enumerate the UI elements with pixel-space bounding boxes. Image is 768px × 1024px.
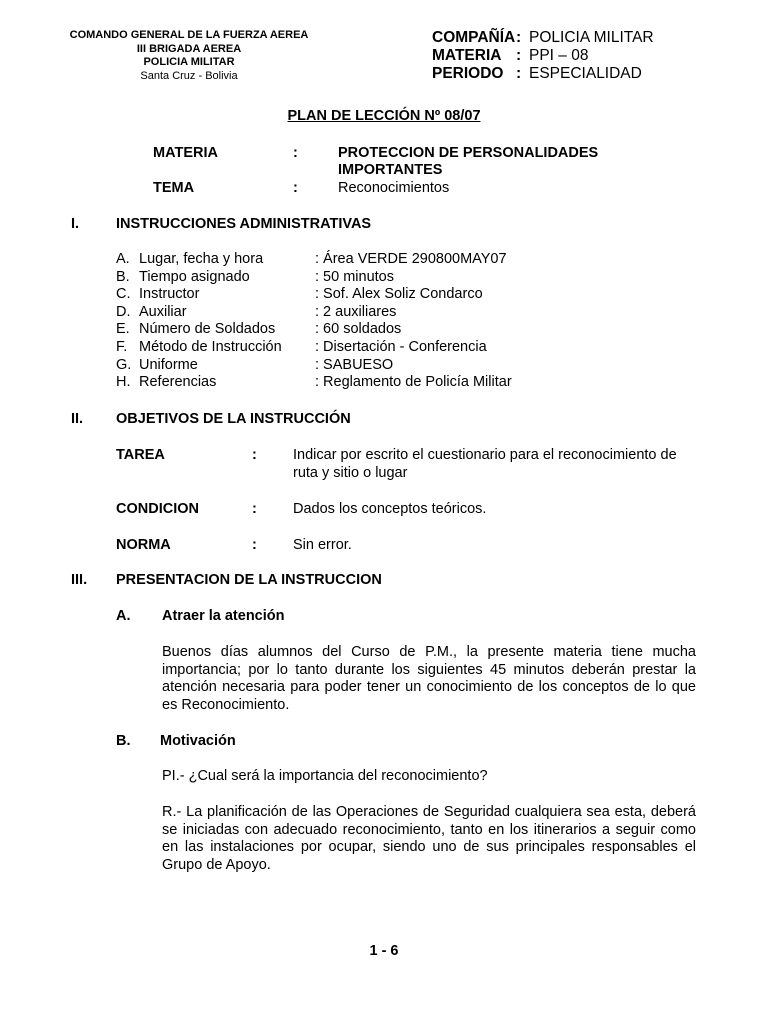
section-3-number: III. <box>71 572 88 588</box>
document-title: PLAN DE LECCIÓN Nº 08/07 <box>287 108 481 124</box>
org-line-1: COMANDO GENERAL DE LA FUERZA AEREA <box>69 29 309 41</box>
attention-paragraph: Buenos días alumnos del Curso de P.M., la presente materia tiene mucha importancia; por lo tanto durante los siguientes 45 minutos deberán prestar la atención necesaria para poder tener un conocimiento de los conceptos de lo que es Reconocimiento. <box>162 644 696 713</box>
section-1-number: I. <box>71 216 80 232</box>
motivation-question: PI.- ¿Cual será la importancia del reconocimiento? <box>162 768 488 784</box>
condicion-label: CONDICION <box>116 501 199 517</box>
item-value: : SABUESO <box>315 356 394 373</box>
list-item <box>116 339 487 357</box>
tarea-value: Indicar por escrito el cuestionario para el reconocimiento de ruta y sitio o lugar <box>293 447 677 481</box>
section-3-title: PRESENTACION DE LA INSTRUCCION <box>116 572 382 588</box>
item-letter: C. <box>116 286 131 303</box>
list-item <box>116 251 507 269</box>
subsection-a-title: Atraer la atención <box>162 608 285 624</box>
item-letter: E. <box>116 321 130 338</box>
subsection-b-title: Motivación <box>160 733 236 749</box>
item-label: Número de Soldados <box>139 321 276 338</box>
organization-block <box>60 29 318 83</box>
meta-label: PERIODO <box>432 65 504 82</box>
tema-value: Reconocimientos <box>338 180 450 196</box>
meta-label: COMPAÑÍA <box>432 29 516 46</box>
subsection-a-letter: A. <box>116 608 131 624</box>
meta-sep: : <box>516 65 522 82</box>
item-value: : 50 minutos <box>315 268 394 285</box>
norma-sep: : <box>252 537 257 553</box>
tarea-sep: : <box>252 447 257 463</box>
meta-row-subject <box>432 47 654 65</box>
item-letter: B. <box>116 268 130 285</box>
materia-sep: : <box>293 145 298 161</box>
motivation-answer: R.- La planificación de las Operaciones de Seguridad cualquiera sea esta, deberá se iniciadas con adecuado reconocimiento, tanto en los itinerarios a seguir como en las instalaciones por ocupar, siendo uno de sus principales responsables el Grupo de Apoyo. <box>162 804 696 873</box>
materia-value-line1: PROTECCION DE PERSONALIDADES <box>338 145 599 161</box>
item-value: : 60 soldados <box>315 321 402 338</box>
page-number: 1 - 6 <box>369 943 399 959</box>
list-item <box>116 356 394 375</box>
meta-value: ESPECIALIDAD <box>529 65 642 82</box>
item-letter: H. <box>116 374 131 391</box>
meta-label: MATERIA <box>432 47 502 64</box>
item-label: Lugar, fecha y hora <box>139 251 264 267</box>
item-label: Uniforme <box>139 356 198 373</box>
meta-row-period <box>432 65 654 83</box>
list-item <box>116 286 483 304</box>
section-2-title: OBJETIVOS DE LA INSTRUCCIÓN <box>116 411 351 427</box>
item-letter: G. <box>116 356 132 373</box>
meta-value: POLICIA MILITAR <box>529 29 654 46</box>
norma-label: NORMA <box>116 537 171 553</box>
item-label: Método de Instrucción <box>139 339 282 355</box>
item-value: : 2 auxiliares <box>315 303 397 320</box>
list-item <box>116 374 512 392</box>
item-label: Instructor <box>139 286 200 303</box>
materia-value-line2: IMPORTANTES <box>338 162 443 178</box>
subsection-b-letter: B. <box>116 733 131 749</box>
item-label: Auxiliar <box>139 303 187 320</box>
norma-value: Sin error. <box>293 537 352 553</box>
item-label: Referencias <box>139 374 217 391</box>
section-1-title: INSTRUCCIONES ADMINISTRATIVAS <box>116 216 372 232</box>
tarea-label: TAREA <box>116 447 165 463</box>
item-letter: D. <box>116 303 131 320</box>
item-label: Tiempo asignado <box>139 268 250 285</box>
item-letter: A. <box>116 251 130 267</box>
meta-row-company <box>432 29 654 47</box>
condicion-sep: : <box>252 501 257 517</box>
tema-sep: : <box>293 180 298 196</box>
item-value: : Reglamento de Policía Militar <box>315 374 512 391</box>
list-item <box>116 268 394 287</box>
materia-label: MATERIA <box>153 145 218 161</box>
tema-label: TEMA <box>153 180 195 196</box>
item-letter: F. <box>116 339 128 355</box>
meta-sep: : <box>516 47 522 64</box>
header-meta <box>432 29 654 83</box>
org-location: Santa Cruz - Bolivia <box>140 69 238 82</box>
list-item <box>116 303 397 322</box>
condicion-value: Dados los conceptos teóricos. <box>293 501 487 517</box>
org-line-3: POLICIA MILITAR <box>143 56 235 68</box>
item-value: : Disertación - Conferencia <box>315 339 487 355</box>
meta-value: PPI – 08 <box>529 47 589 64</box>
meta-sep: : <box>516 29 522 46</box>
item-value: : Área VERDE 290800MAY07 <box>315 251 507 267</box>
section-2-number: II. <box>71 411 84 427</box>
item-value: : Sof. Alex Soliz Condarco <box>315 286 483 303</box>
org-line-2: III BRIGADA AEREA <box>136 42 242 55</box>
list-item <box>116 321 402 339</box>
